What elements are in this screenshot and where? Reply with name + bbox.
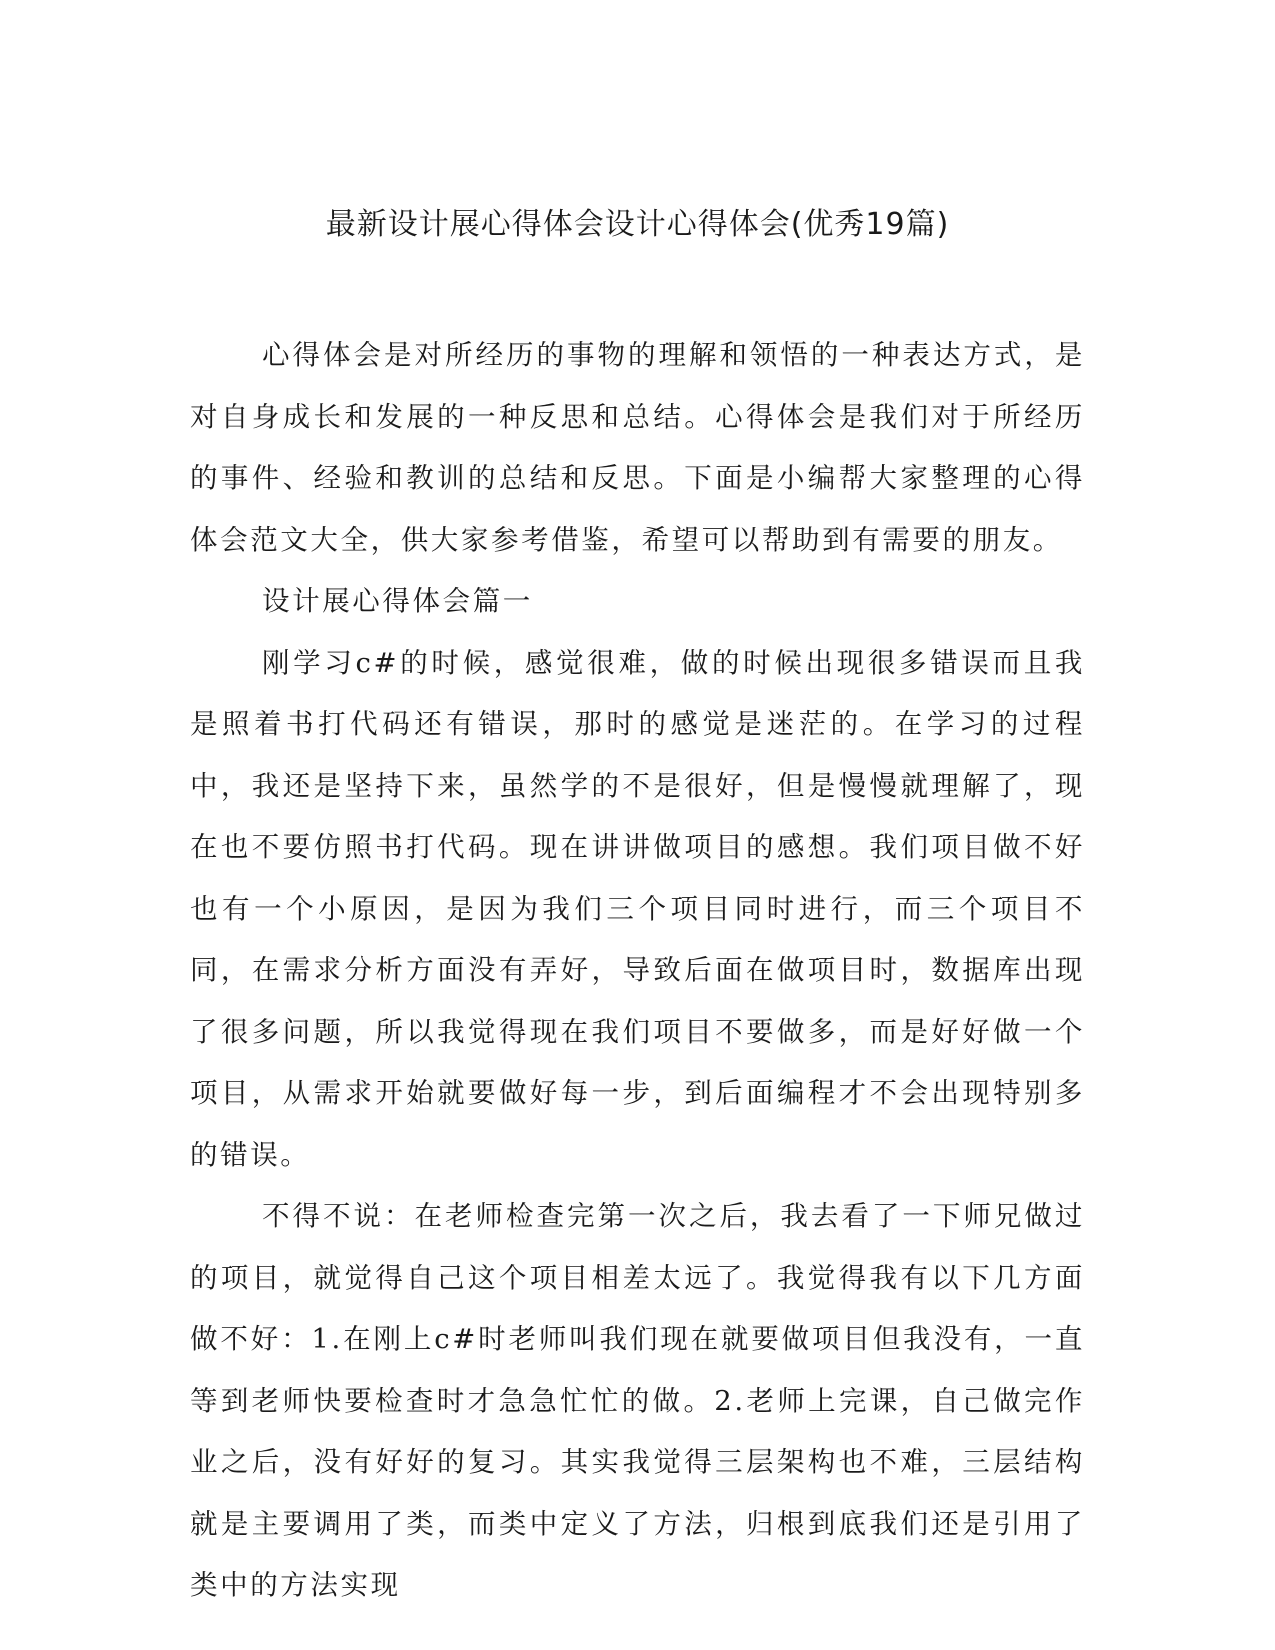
document-body <box>190 325 1085 1617</box>
intro-paragraph: 心得体会是对所经历的事物的理解和领悟的一种表达方式，是对自身成长和发展的一种反思和总结。心得体会是我们对于所经历的事件、经验和教训的总结和反思。下面是小编帮大家整理的心得体会范文大全，供大家参考借鉴，希望可以帮助到有需要的朋友。 <box>190 339 1085 556</box>
document-title: 最新设计展心得体会设计心得体会(优秀19篇) <box>325 207 950 242</box>
body-paragraph: 不得不说：在老师检查完第一次之后，我去看了一下师兄做过的项目，就觉得自己这个项目相差太远了。我觉得我有以下几方面做不好：1.在刚上c#时老师叫我们现在就要做项目但我没有，一直等到老师快要检查时才急急忙忙的做。2.老师上完课，自己做完作业之后，没有好好的复习。其实我觉得三层架构也不难，三层结构就是主要调用了类，而类中定义了方法，归根到底我们还是引用了类中的方法实现 <box>190 1200 1085 1601</box>
section-heading: 设计展心得体会篇一 <box>262 585 533 617</box>
body-paragraph: 刚学习c#的时候，感觉很难，做的时候出现很多错误而且我是照着书打代码还有错误，那时的感觉是迷茫的。在学习的过程中，我还是坚持下来，虽然学的不是很好，但是慢慢就理解了，现在也不要仿照书打代码。现在讲讲做项目的感想。我们项目做不好也有一个小原因，是因为我们三个项目同时进行，而三个项目不同，在需求分析方面没有弄好，导致后面在做项目时，数据库出现了很多问题，所以我觉得现在我们项目不要做多，而是好好做一个项目，从需求开始就要做好每一步，到后面编程才不会出现特别多的错误。 <box>190 646 1085 1171</box>
